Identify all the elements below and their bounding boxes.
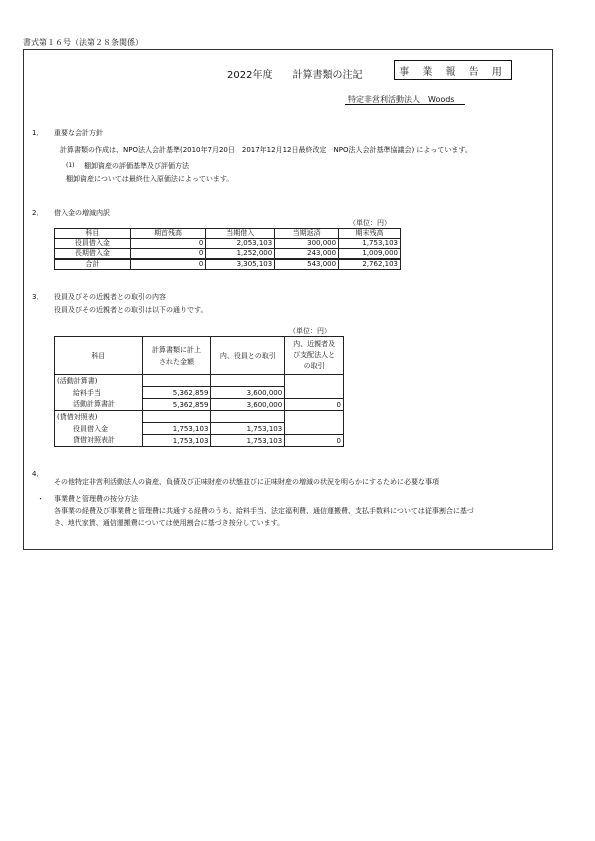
row-label: 役員借入金 bbox=[55, 239, 131, 249]
column-header bbox=[285, 337, 344, 375]
section2-unit: （単位：円） bbox=[349, 219, 391, 227]
column-header: 内、役員との取引 bbox=[211, 337, 285, 375]
table-cell bbox=[285, 375, 344, 387]
borrowings-table bbox=[54, 228, 401, 270]
column-header: 期首残高 bbox=[130, 229, 206, 239]
section2-number: 2． bbox=[32, 209, 44, 217]
section4-heading: その他特定非営利活動法人の資産、負債及び正味財産の状態並びに正味財産の増減の状況を明らかにするために必要な事項 bbox=[54, 478, 439, 486]
column-header-line: された金額 bbox=[159, 357, 195, 366]
group-label: (貸借対照表) bbox=[55, 411, 143, 423]
column-header: 期末残高 bbox=[339, 229, 401, 239]
column-header: 科目 bbox=[55, 229, 131, 239]
section1-sub-text: 棚卸資産については最終仕入原価法によっています。 bbox=[66, 175, 234, 183]
table-cell: 5,362,859 bbox=[142, 387, 211, 399]
table-cell bbox=[285, 387, 344, 399]
table-total-row bbox=[55, 259, 401, 270]
column-header: 科目 bbox=[55, 337, 143, 375]
section3-heading: 役員及びその近親者との取引の内容 bbox=[54, 293, 166, 301]
table-cell: 3,600,000 bbox=[211, 399, 285, 411]
table-header-row bbox=[55, 229, 401, 239]
table-cell bbox=[285, 411, 344, 423]
group-label-row bbox=[55, 375, 344, 387]
section1-number: 1． bbox=[32, 129, 44, 137]
table-total-row bbox=[55, 435, 344, 447]
table-cell: 1,753,103 bbox=[211, 435, 285, 447]
table-cell: 1,753,103 bbox=[211, 423, 285, 435]
organization-name: 特定非営利活動法人 Woods bbox=[348, 95, 455, 104]
section4-sub-heading: 事業費と管理費の按分方法 bbox=[54, 495, 138, 503]
related-party-table bbox=[54, 336, 344, 447]
table-cell: 300,000 bbox=[275, 239, 339, 249]
table-cell: 2,053,103 bbox=[206, 239, 275, 249]
page-title: 2022年度 計算書類の注記 bbox=[227, 70, 363, 81]
form-label: 書式第１６号（法第２８条関係） bbox=[23, 38, 143, 47]
table-cell: 5,362,859 bbox=[142, 399, 211, 411]
table-row bbox=[55, 249, 401, 260]
table-cell: 543,000 bbox=[275, 259, 339, 270]
row-label: 活動計算書計 bbox=[55, 399, 143, 411]
section4-text-line2: き、地代家賃、通信運搬費については使用割合に基づき按分しています。 bbox=[54, 519, 285, 527]
section4-bullet: ・ bbox=[37, 495, 44, 503]
table-cell: 243,000 bbox=[275, 249, 339, 260]
table-cell bbox=[142, 411, 211, 423]
table-cell: 3,305,103 bbox=[206, 259, 275, 270]
column-header-line: の取引 bbox=[303, 362, 325, 370]
group-label: (活動計算書) bbox=[55, 375, 143, 387]
table-cell: 1,753,103 bbox=[142, 435, 211, 447]
table-cell bbox=[211, 411, 285, 423]
table-cell: 1,753,103 bbox=[142, 423, 211, 435]
report-type-box: 事 業 報 告 用 bbox=[394, 60, 512, 80]
section4-text-line1: 各事業の経費及び事業費と管理費に共通する経費のうち、給料手当、法定福利費、通信運搬費、支払手数料については従事割合に基づ bbox=[54, 507, 474, 515]
section1-heading: 重要な会計方針 bbox=[54, 129, 103, 137]
table-cell: 1,753,103 bbox=[339, 239, 401, 249]
table-row bbox=[55, 423, 344, 435]
table-cell: 0 bbox=[130, 259, 206, 270]
section1-sub-heading: 棚卸資産の評価基準及び評価方法 bbox=[84, 162, 189, 170]
table-cell bbox=[285, 423, 344, 435]
table-total-row bbox=[55, 399, 344, 411]
column-header-line: 内、近親者及 bbox=[293, 340, 336, 348]
column-header-line: び支配法人と bbox=[293, 351, 336, 359]
table-cell: 3,600,000 bbox=[211, 387, 285, 399]
column-header: 当期返済 bbox=[275, 229, 339, 239]
table-row bbox=[55, 387, 344, 399]
table-header-row bbox=[55, 337, 344, 375]
section3-number: 3． bbox=[32, 293, 44, 301]
row-label: 長期借入金 bbox=[55, 249, 131, 260]
section1-text: 計算書類の作成は、NPO法人会計基準(2010年7月20日 2017年12月12日最終改定 NPO法人会計基準協議会) によっています。 bbox=[60, 146, 472, 154]
org-underline bbox=[345, 104, 465, 105]
section3-unit: （単位：円） bbox=[289, 327, 331, 335]
table-cell: 2,762,103 bbox=[339, 259, 401, 270]
table-cell: 0 bbox=[130, 239, 206, 249]
table-cell bbox=[211, 375, 285, 387]
group-label-row bbox=[55, 411, 344, 423]
table-cell: 1,009,000 bbox=[339, 249, 401, 260]
table-cell: 0 bbox=[130, 249, 206, 260]
column-header-line: 計算書類に計上 bbox=[152, 345, 202, 354]
row-label: 役員借入金 bbox=[55, 423, 143, 435]
section3-text: 役員及びその近親者との取引は以下の通りです。 bbox=[54, 306, 208, 314]
column-header: 当期借入 bbox=[206, 229, 275, 239]
table-cell: 0 bbox=[285, 399, 344, 411]
row-label: 合計 bbox=[55, 259, 131, 270]
table-row bbox=[55, 239, 401, 249]
row-label: 貸借対照表計 bbox=[55, 435, 143, 447]
row-label: 給料手当 bbox=[55, 387, 143, 399]
section4-number: 4． bbox=[32, 470, 44, 478]
table-cell: 0 bbox=[285, 435, 344, 447]
table-cell: 1,252,000 bbox=[206, 249, 275, 260]
section2-heading: 借入金の増減内訳 bbox=[54, 209, 110, 217]
column-header bbox=[142, 337, 211, 375]
table-cell bbox=[142, 375, 211, 387]
section1-sub-number: (1) bbox=[66, 162, 75, 169]
